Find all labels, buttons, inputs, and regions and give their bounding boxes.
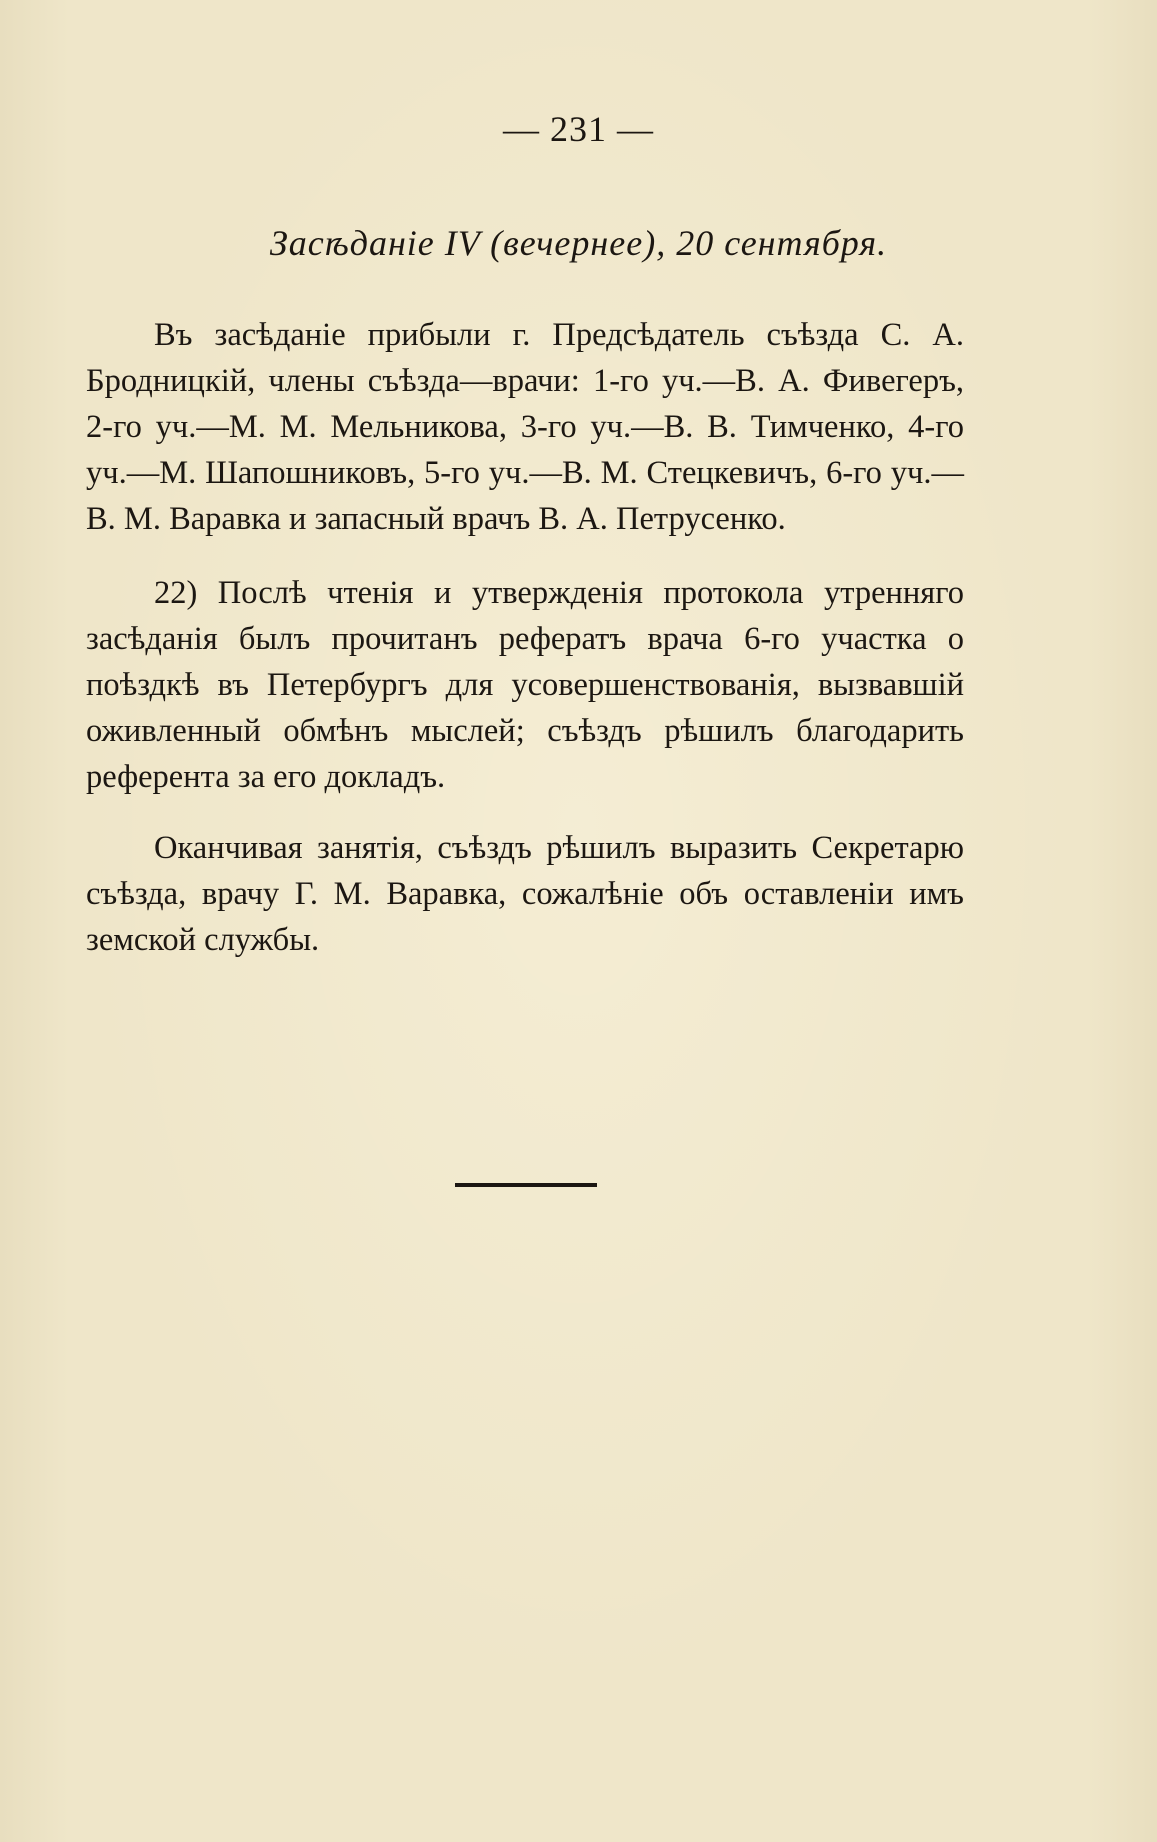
paragraph-item-22: 22) Послѣ чтенія и утвержденія протокола утренняго засѣданія былъ прочитанъ рефератъ врача 6-го участка о поѣздкѣ въ Петербургъ для усовершенствованія, вызвавшій оживленный обмѣнъ мыслей; съѣздъ рѣшилъ благодарить референта за его докладъ. bbox=[86, 575, 964, 795]
paragraph-closing: Оканчивая занятія, съѣздъ рѣшилъ выразить Секретарю съѣзда, врачу Г. М. Варавка, сожалѣніе объ оставленіи имъ земской службы. bbox=[86, 830, 964, 958]
paragraph-attendance: Въ засѣданіе прибыли г. Предсѣдатель съѣзда С. А. Бродницкій, члены съѣзда—врачи: 1-го уч.—В. А. Фивегеръ, 2-го уч.—М. М. Мельникова, 3-го уч.—В. В. Тимченко, 4-го уч.—М. Шапошниковъ, 5-го уч.—В. М. Стецкевичъ, 6-го уч.— В. М. Варавка и запасный врачъ В. А. Петрусенко. bbox=[86, 317, 964, 537]
session-heading: Засѣданіе IV (вечернее), 20 сентября. bbox=[269, 223, 888, 263]
page-number: — 231 — bbox=[503, 109, 654, 149]
end-rule bbox=[455, 1183, 597, 1187]
